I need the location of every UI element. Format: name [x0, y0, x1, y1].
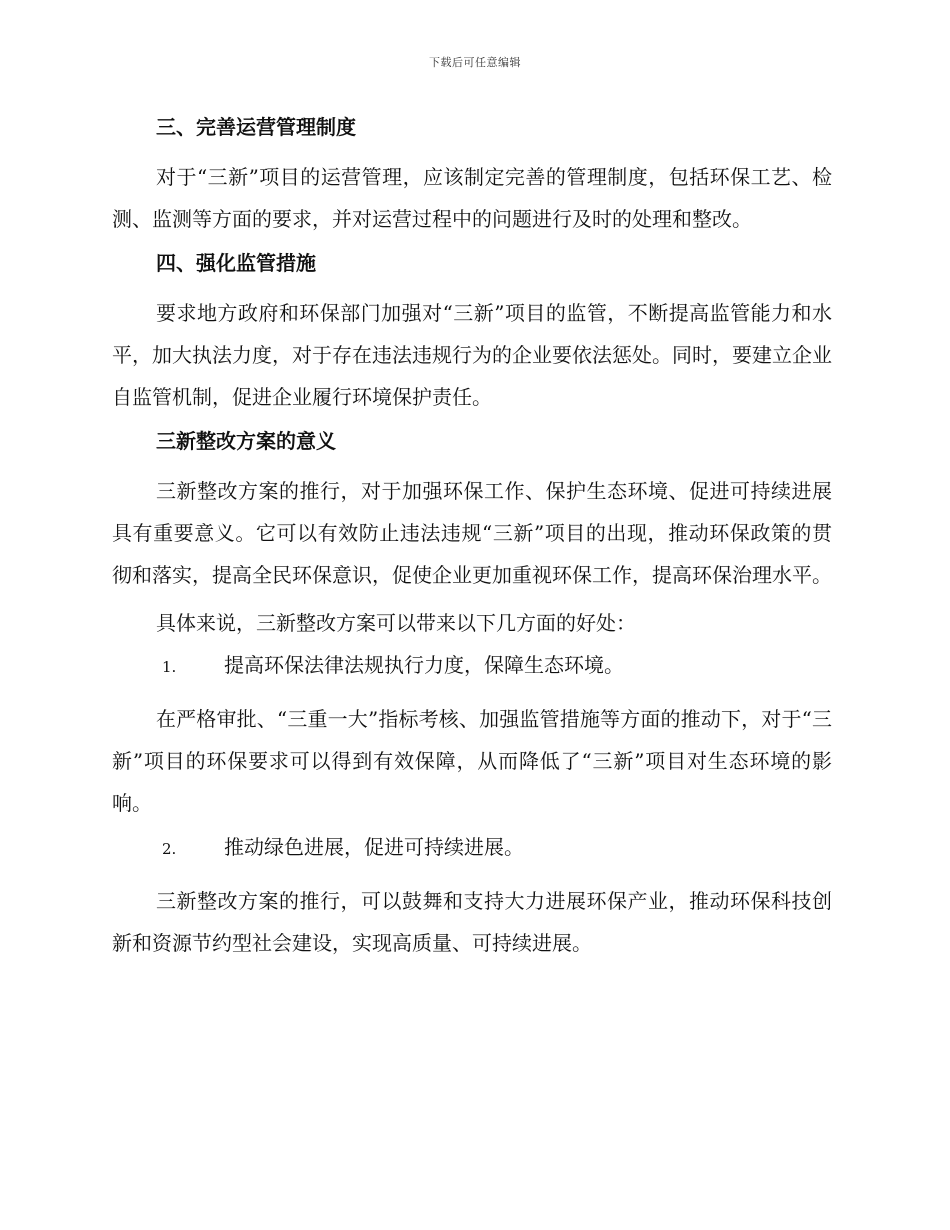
- section-heading-operations: 三、完善运营管理制度: [156, 115, 356, 139]
- paragraph-benefits-intro: 具体来说，三新整改方案可以带来以下几方面的好处：: [156, 611, 636, 635]
- paragraph-meaning: 三新整改方案的推行，对于加强环保工作、保护生态环境、促进可持续进展具有重要意义。它可以有效防止违法违规“三新”项目的出现，推动环保政策的贯彻和落实，提高全民环保意识，促使企业更加重视环保工作，提高环保治理水平。: [112, 479, 832, 587]
- paragraph-supervision: 要求地方政府和环保部门加强对“三新”项目的监管，不断提高监管能力和水平，加大执法力度，对于存在违法违规行为的企业要依法惩处。同时，要建立企业自监管机制，促进企业履行环境保护责任。: [112, 301, 832, 409]
- list-item-number: 2.: [162, 840, 177, 858]
- list-item-1: [112, 650, 832, 682]
- list-item-number: 1.: [162, 658, 177, 676]
- list-item-text: 提高环保法律法规执行力度，保障生态环境。: [224, 653, 624, 677]
- section-heading-supervision: 四、强化监管措施: [156, 251, 316, 275]
- paragraph-operations: 对于“三新”项目的运营管理，应该制定完善的管理制度，包括环保工艺、检测、监测等方面的要求，并对运营过程中的问题进行及时的处理和整改。: [112, 165, 832, 231]
- section-heading-meaning: 三新整改方案的意义: [156, 429, 336, 453]
- page-header: 下载后可任意编辑: [429, 56, 521, 69]
- paragraph-item2: 三新整改方案的推行，可以鼓舞和支持大力进展环保产业，推动环保科技创新和资源节约型社会建设，实现高质量、可持续进展。: [112, 889, 832, 955]
- list-item-text: 推动绿色进展，促进可持续进展。: [224, 835, 524, 859]
- paragraph-item1: 在严格审批、“三重一大”指标考核、加强监管措施等方面的推动下，对于“三新”项目的环保要求可以得到有效保障，从而降低了“三新”项目对生态环境的影响。: [112, 707, 832, 815]
- list-item-2: [112, 832, 832, 864]
- document-body: [112, 112, 832, 970]
